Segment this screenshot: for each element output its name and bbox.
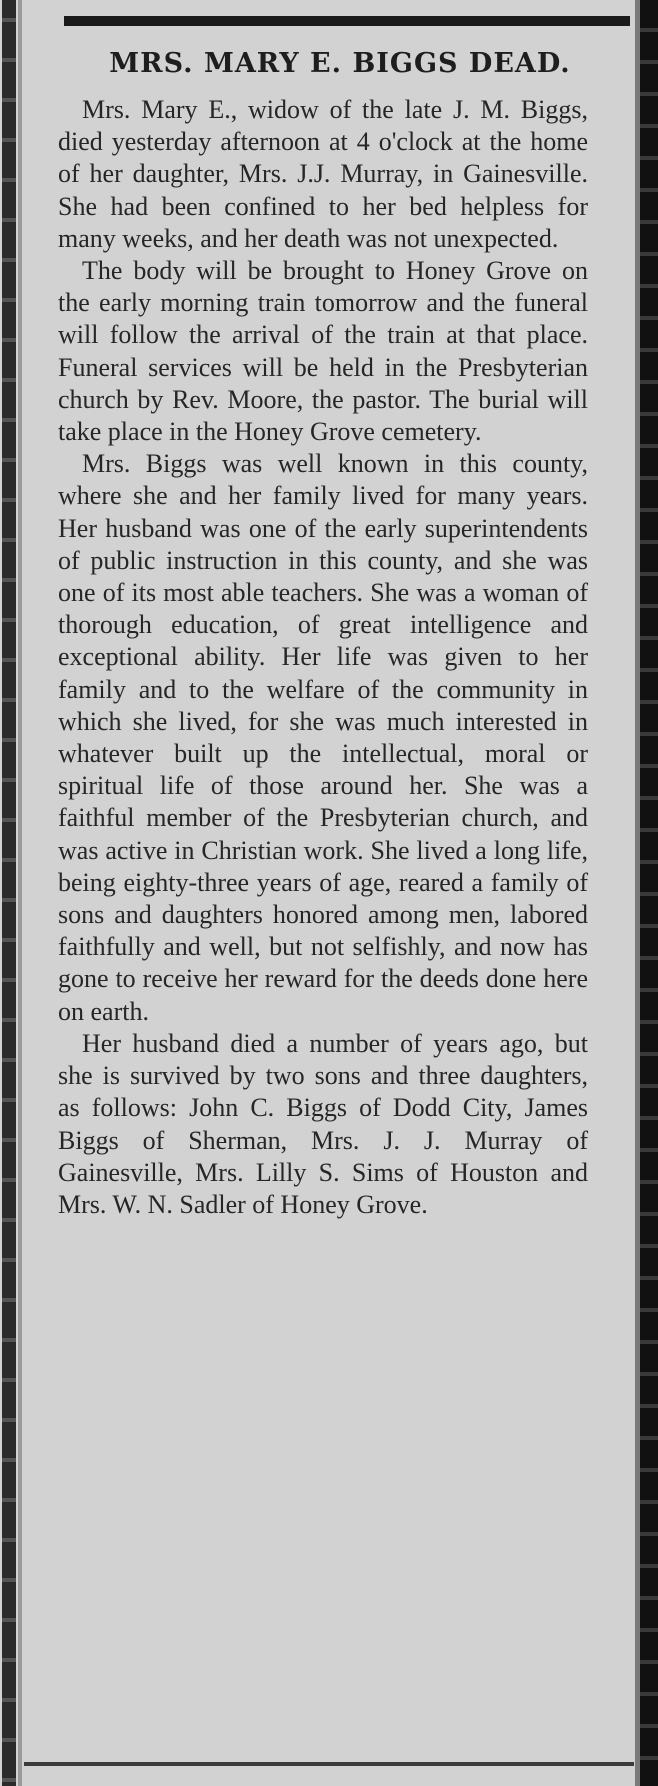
paragraph-biography: Mrs. Biggs was well known in this county, where she and her family lived for many years. Her husband was one of the early superintendents of public instruction in this county, and she was one of its most able teachers. She was a woman of thorough education, of great intelligence and exceptional ability. Her life was given to her family and to the welfare of the community in which she lived, for she was much interested in whatever built up the intellectual, moral or spiritual life of those around her. She was a faithful member of the Presbyterian church, and was active in Christian work. She lived a long life, being eighty-three years of age, reared a family of sons and daughters honored among men, labored faithfully and well, but not selfishly, and now has gone to receive her reward for the deeds done here on earth. (58, 449, 588, 1026)
bottom-rule (24, 1762, 634, 1766)
article-body (58, 94, 588, 1221)
paragraph-funeral: The body will be brought to Honey Grove on the early morning train tomorrow and the funeral will follow the arrival of the train at that place. Funeral services will be held in the Presbyterian church by Rev. Moore, the pastor. The burial will take place in the Honey Grove cemetery. (58, 256, 588, 447)
paragraph-death-notice: Mrs. Mary E., widow of the late J. M. Biggs, died yesterday afternoon at 4 o'clock at the home of her daughter, Mrs. J.J. Murray, in Gainesville. She had been confined to her bed helpless for many weeks, and her death was not unexpected. (58, 95, 588, 253)
article-headline: MRS. MARY E. BIGGS DEAD. (109, 48, 571, 79)
top-rule (64, 16, 630, 26)
left-column-border (2, 0, 16, 1786)
left-column-rule (18, 0, 22, 1786)
right-column-border (640, 0, 658, 1786)
right-column-rule (635, 0, 640, 1786)
paragraph-survivors: Her husband died a number of years ago, but she is survived by two sons and three daughters, as follows: John C. Biggs of Dodd City, James Biggs of Sherman, Mrs. J. J. Murray of Gainesville, Mrs. Lilly S. Sims of Houston and Mrs. W. N. Sadler of Honey Grove. (58, 1028, 588, 1219)
